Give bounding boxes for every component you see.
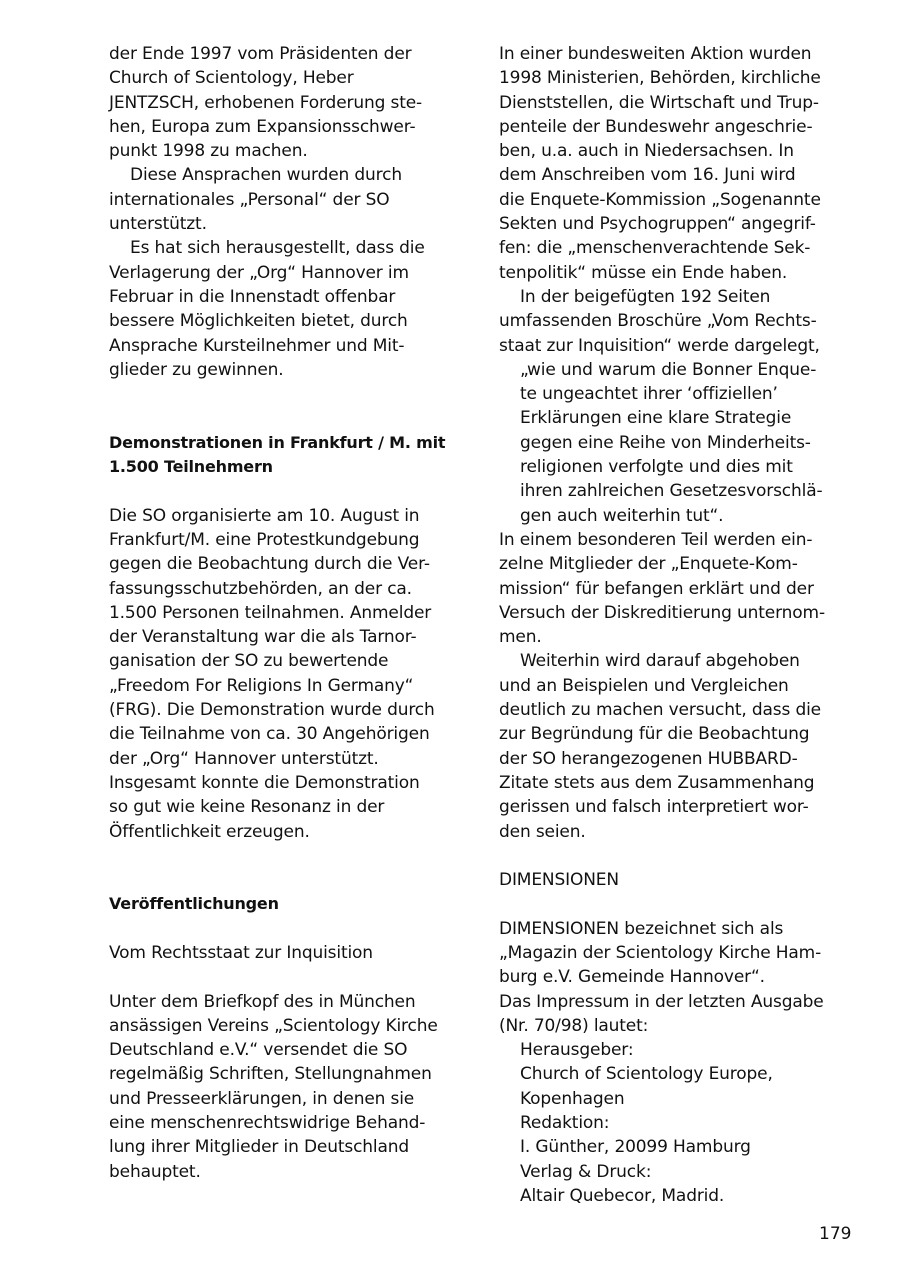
quote-line: ihren zahlreichen Gesetzesvorschlä- bbox=[520, 481, 823, 502]
text-line: Zitate stets aus dem Zusammenhang bbox=[499, 772, 815, 793]
text-line: hen, Europa zum Expansionsschwer- bbox=[109, 116, 416, 137]
impressum-line: Kopenhagen bbox=[520, 1088, 625, 1109]
verlagerung-paragraph bbox=[109, 236, 461, 382]
text-line: der Veranstaltung war die als Tarnor- bbox=[109, 627, 417, 648]
text-line: Das Impressum in der letzten Ausgabe bbox=[499, 991, 824, 1012]
impressum-line: Church of Scientology Europe, bbox=[520, 1064, 773, 1085]
text-line: eine menschenrechtswidrige Behand- bbox=[109, 1113, 426, 1134]
section-heading-veroeffentlichungen: Veröffentlichungen bbox=[109, 894, 279, 914]
text-line: (FRG). Die Demonstration wurde durch bbox=[109, 700, 435, 721]
text-line: fassungsschutzbehörden, an der ca. bbox=[109, 578, 412, 599]
text-line: und an Beispielen und Vergleichen bbox=[499, 675, 789, 696]
text-line: mission“ für befangen erklärt und der bbox=[499, 578, 814, 599]
impressum-line: Altair Quebecor, Madrid. bbox=[520, 1185, 725, 1206]
text-line: 1998 Ministerien, Behörden, kirchliche bbox=[499, 68, 821, 89]
text-line: Church of Scientology, Heber bbox=[109, 68, 354, 89]
text-line: Insgesamt konnte die Demonstration bbox=[109, 772, 420, 793]
text-line: Februar in die Innenstadt offenbar bbox=[109, 286, 396, 307]
text-line: zelne Mitglieder der „Enquete-Kom- bbox=[499, 554, 798, 575]
dimensionen-paragraph bbox=[499, 917, 854, 1038]
hubbard-paragraph bbox=[499, 649, 854, 843]
text-line: die Enquete-Kommission „Sogenannte bbox=[499, 189, 821, 210]
text-line: Frankfurt/M. eine Protestkundgebung bbox=[109, 529, 420, 550]
intro-paragraph bbox=[109, 42, 461, 163]
text-line: Weiterhin wird darauf abgehoben bbox=[520, 651, 800, 672]
text-line: glieder zu gewinnen. bbox=[109, 359, 284, 380]
text-line: fen: die „menschenverachtende Sek- bbox=[499, 238, 811, 259]
text-line: der Ende 1997 vom Präsidenten der bbox=[109, 44, 412, 64]
demonstration-paragraph bbox=[109, 504, 461, 844]
quote-line: gen auch weiterhin tut“. bbox=[520, 505, 724, 526]
heading-line: 1.500 Teilnehmern bbox=[109, 457, 273, 477]
text-line: der SO herangezogenen HUBBARD- bbox=[499, 748, 798, 769]
text-line: „Freedom For Religions In Germany“ bbox=[109, 675, 414, 696]
heading-line: Demonstrationen in Frankfurt / M. mit bbox=[109, 432, 446, 452]
text-line: 1.500 Personen teilnahmen. Anmelder bbox=[109, 602, 432, 623]
subheading-rechtsstaat: Vom Rechtsstaat zur Inquisition bbox=[109, 942, 373, 963]
impressum-line: Redaktion: bbox=[520, 1113, 610, 1134]
text-line: Diese Ansprachen wurden durch bbox=[130, 165, 402, 186]
left-column bbox=[109, 42, 461, 1184]
text-line: In einer bundesweiten Aktion wurden bbox=[499, 44, 812, 64]
right-column bbox=[499, 42, 854, 1208]
aktion-paragraph bbox=[499, 42, 854, 285]
text-line: regelmäßig Schriften, Stellungnahmen bbox=[109, 1064, 432, 1085]
text-line: den seien. bbox=[499, 821, 586, 842]
text-line: gegen die Beobachtung durch die Ver- bbox=[109, 554, 430, 575]
quote-line: „wie und warum die Bonner Enque- bbox=[520, 359, 817, 380]
text-line: tenpolitik“ müsse ein Ende haben. bbox=[499, 262, 788, 283]
text-line: Die SO organisierte am 10. August in bbox=[109, 505, 420, 526]
text-line: lung ihrer Mitglieder in Deutschland bbox=[109, 1137, 410, 1158]
text-line: Unter dem Briefkopf des in München bbox=[109, 991, 416, 1012]
text-line: „Magazin der Scientology Kirche Ham- bbox=[499, 942, 822, 963]
text-line: Deutschland e.V.“ versendet die SO bbox=[109, 1040, 408, 1061]
impressum-line: I. Günther, 20099 Hamburg bbox=[520, 1137, 751, 1158]
text-line: In einem besonderen Teil werden ein- bbox=[499, 529, 813, 550]
block-quote bbox=[499, 358, 854, 528]
impressum-line: Verlag & Druck: bbox=[520, 1161, 652, 1182]
text-line: ben, u.a. auch in Niedersachsen. In bbox=[499, 141, 794, 162]
impressum-line: Herausgeber: bbox=[520, 1040, 634, 1061]
quote-line: te ungeachtet ihrer ‘offiziellen’ bbox=[520, 384, 778, 405]
quote-line: religionen verfolgte und dies mit bbox=[520, 457, 793, 478]
text-line: staat zur Inquisition“ werde dargelegt, bbox=[499, 335, 820, 356]
text-line: punkt 1998 zu machen. bbox=[109, 141, 308, 162]
text-line: ansässigen Vereins „Scientology Kirche bbox=[109, 1015, 438, 1036]
text-line: Dienststellen, die Wirtschaft und Trup- bbox=[499, 92, 819, 113]
text-line: Sekten und Psychogruppen“ angegrif- bbox=[499, 214, 816, 235]
page-number: 179 bbox=[819, 1224, 852, 1244]
text-line: Versuch der Diskreditierung unternom- bbox=[499, 602, 825, 623]
text-line: unterstützt. bbox=[109, 214, 207, 235]
text-line: umfassenden Broschüre „Vom Rechts- bbox=[499, 311, 817, 332]
text-line: Ansprache Kursteilnehmer und Mit- bbox=[109, 335, 405, 356]
broschuere-paragraph bbox=[499, 285, 854, 358]
text-line: JENTZSCH, erhobenen Forderung ste- bbox=[109, 92, 423, 113]
text-line: men. bbox=[499, 627, 542, 648]
quote-line: gegen eine Reihe von Minderheits- bbox=[520, 432, 811, 453]
text-line: Verlagerung der „Org“ Hannover im bbox=[109, 262, 409, 283]
text-line: gerissen und falsch interpretiert wor- bbox=[499, 797, 809, 818]
quote-line: Erklärungen eine klare Strategie bbox=[520, 408, 792, 429]
text-line: bessere Möglichkeiten bietet, durch bbox=[109, 311, 408, 332]
text-line: penteile der Bundeswehr angeschrie- bbox=[499, 116, 813, 137]
impressum-block bbox=[499, 1038, 854, 1208]
text-line: behauptet. bbox=[109, 1161, 201, 1182]
text-line: Es hat sich herausgestellt, dass die bbox=[130, 238, 425, 259]
section-heading-demonstrationen bbox=[109, 431, 461, 480]
briefkopf-paragraph bbox=[109, 990, 461, 1184]
text-line: und Presseerklärungen, in denen sie bbox=[109, 1088, 415, 1109]
text-line: so gut wie keine Resonanz in der bbox=[109, 797, 385, 818]
text-line: dem Anschreiben vom 16. Juni wird bbox=[499, 165, 796, 186]
text-line: ganisation der SO zu bewertende bbox=[109, 651, 389, 672]
text-line: die Teilnahme von ca. 30 Angehörigen bbox=[109, 724, 430, 745]
text-line: DIMENSIONEN bezeichnet sich als bbox=[499, 918, 784, 939]
mitglieder-paragraph bbox=[499, 528, 854, 649]
text-line: burg e.V. Gemeinde Hannover“. bbox=[499, 967, 765, 988]
text-line: internationales „Personal“ der SO bbox=[109, 189, 390, 210]
text-line: Öffentlichkeit erzeugen. bbox=[109, 821, 310, 842]
text-line: deutlich zu machen versucht, dass die bbox=[499, 700, 821, 721]
text-line: (Nr. 70/98) lautet: bbox=[499, 1015, 649, 1036]
ansprachen-paragraph bbox=[109, 163, 461, 236]
section-heading-dimensionen: DIMENSIONEN bbox=[499, 870, 619, 891]
text-line: In der beigefügten 192 Seiten bbox=[520, 286, 771, 307]
text-line: zur Begründung für die Beobachtung bbox=[499, 724, 810, 745]
text-line: der „Org“ Hannover unterstützt. bbox=[109, 748, 379, 769]
